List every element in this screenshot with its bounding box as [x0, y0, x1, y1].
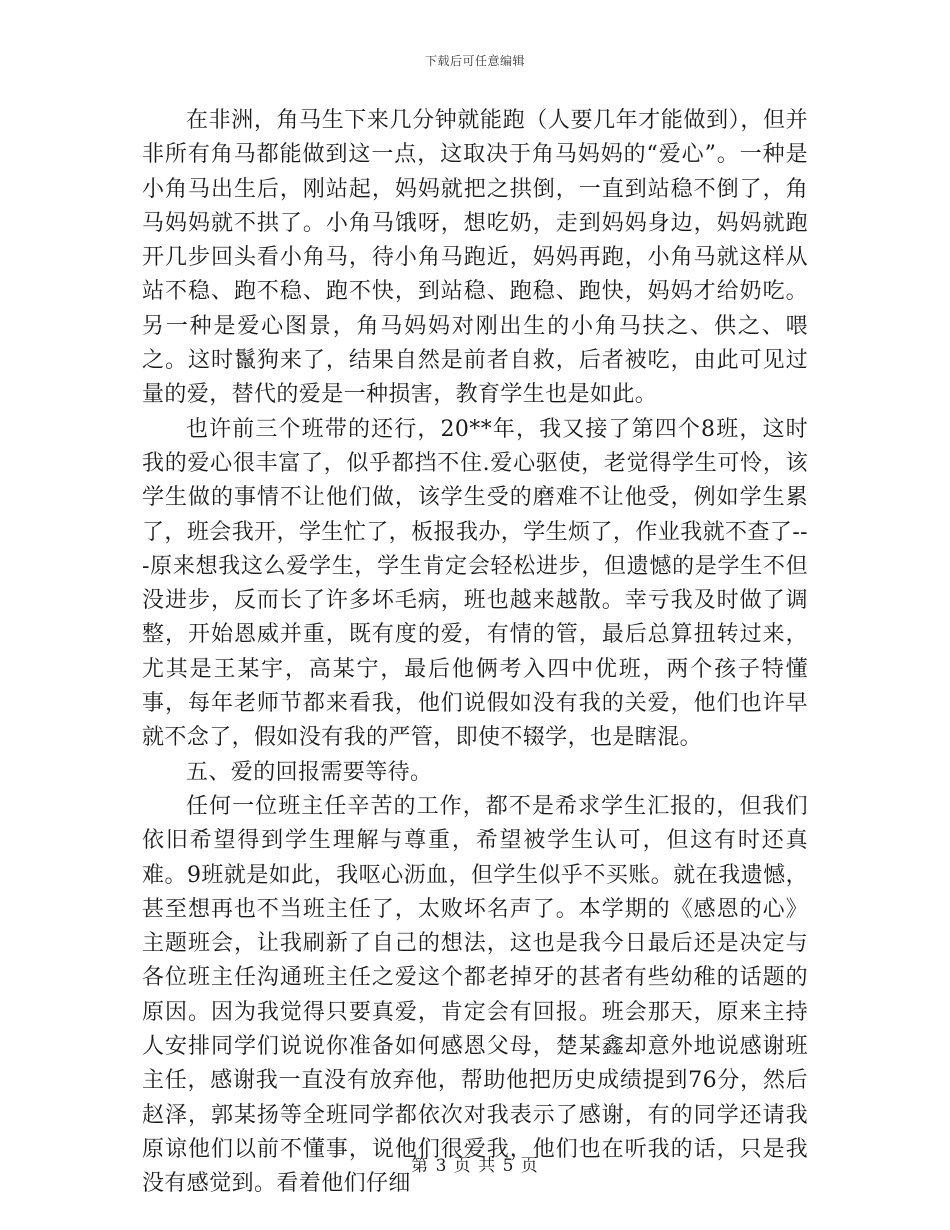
paragraph-reward: 任何一位班主任辛苦的工作，都不是希求学生汇报的，但我们依旧希望得到学生理解与尊重，希望被学生认可，但这有时还真难。9班就是如此，我呕心沥血，但学生似乎不买账。就在我遗憾，甚至想再也不当班主任了，太败坏名声了。本学期的《感恩的心》主题班会，让我刷新了自己的想法，这也是我今日最后还是决定与各位班主任沟通班主任之爱这个都老掉牙的甚者有些幼稚的话题的原因。因为我觉得只要真爱，肯定会有回报。班会那天，原来主持人安排同学们说说你准备如何感恩父母，楚某鑫却意外地说感谢班主任，感谢我一直没有放弃他，帮助他把历史成绩提到76分，然后赵泽，郭某扬等全班同学都依次对我表示了感谢，有的同学还请我原谅他们以前不懂事，说他们很爱我，他们也在听我的话，只是我没有感觉到。看着他们仔细 [142, 793, 808, 1197]
page-header: 下载后可任意编辑 [424, 54, 525, 68]
section-heading-five: 五、爱的回报需要等待。 [186, 759, 433, 785]
page-number-footer: 第 3 页 共 5 页 [411, 1156, 539, 1176]
paragraph-wildebeest: 在非洲，角马生下来几分钟就能跑（人要几年才能做到），但并非所有角马都能做到这一点，这取决于角马妈妈的“爱心”。一种是小角马出生后，刚站起，妈妈就把之拱倒，一直到站稳不倒了，角马妈妈就不拱了。小角马饿呀，想吃奶，走到妈妈身边，妈妈就跑开几步回头看小角马，待小角马跑近，妈妈再跑，小角马就这样从站不稳、跑不稳、跑不快，到站稳、跑稳、跑快，妈妈才给奶吃。另一种是爱心图景，角马妈妈对刚出生的小角马扶之、供之、喂之。这时鬣狗来了，结果自然是前者自救，后者被吃，由此可见过量的爱，替代的爱是一种损害，教育学生也是如此。 [142, 108, 808, 408]
document-body [142, 104, 808, 1202]
paragraph-fourth-class: 也许前三个班带的还行，20**年，我又接了第四个8班，这时我的爱心很丰富了，似乎都挡不住.爱心驱使，老觉得学生可怜，该学生做的事情不让他们做，该学生受的磨难不让他受，例如学生累了，班会我开，学生忙了，板报我办，学生烦了，作业我就不查了---原来想我这么爱学生，学生肯定会轻松进步，但遗憾的是学生不但没进步，反而长了许多坏毛病，班也越来越散。幸亏我及时做了调整，开始恩威并重，既有度的爱，有情的管，最后总算扭转过来，尤其是王某宇，高某宁，最后他俩考入四中优班，两个孩子特懂事，每年老师节都来看我，他们说假如没有我的关爱，他们也许早就不念了，假如没有我的严管，即使不辍学，也是瞎混。 [142, 416, 808, 751]
